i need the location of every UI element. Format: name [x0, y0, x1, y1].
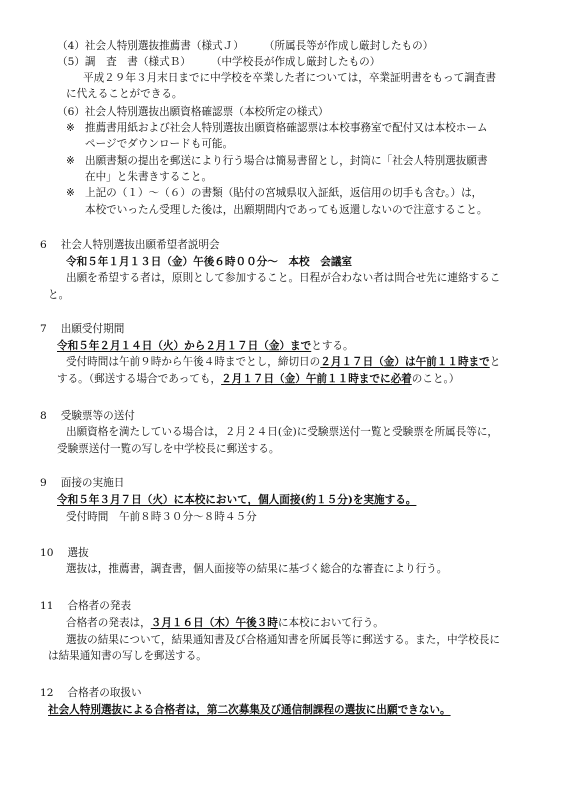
section-6-text-2: と。	[48, 289, 70, 301]
section-9-reception: 受付時間 午前８時３０分～８時４５分	[66, 511, 257, 523]
section-6-heading: 6 社会人特別選抜出願希望者説明会	[40, 239, 220, 251]
section-8-text-2: 受験票送付一覧の写しを中学校長に郵送する。	[57, 443, 280, 455]
section-7-heading: 7 出願受付期間	[40, 323, 125, 335]
note-1-line-2: ページでダウンロードも可能。	[85, 138, 234, 150]
section-9-datetime: 令和５年３月７日（火）に本校において，個人面接(約１５分)を実施する。	[57, 494, 417, 506]
note-2-line-1: 出願書類の提出を郵送により行う場合は簡易書留とし，封筒に「社会人特別選抜願書	[85, 155, 488, 167]
item-6: （6）社会人特別選抜出願資格確認票（本校所定の様式）	[57, 106, 329, 118]
note-3-mark: ※	[66, 187, 75, 199]
section-6-datetime: 令和５年１月１３日（金）午後６時００分～ 本校 会議室	[66, 256, 353, 268]
note-1-line-1: 推薦書用紙および社会人特別選抜出願資格確認票は本校事務室で配付又は本校ホーム	[85, 122, 488, 134]
note-2-line-2: 在中」と朱書きすること。	[85, 171, 213, 183]
item-5-text-2: に代えることができる。	[66, 88, 183, 100]
item-5: （5）調 査 書（様式Ｂ） （中学校長が作成し厳封したもの）	[57, 56, 381, 68]
section-7-period: 令和５年２月１４日（火）から２月１７日（金）までとする。	[57, 340, 354, 352]
section-9-heading: 9 面接の実施日	[40, 477, 125, 489]
section-11-text-2: 選抜の結果について，結果通知書及び合格通知書を所属長等に郵送する。また，中学校長に	[66, 634, 500, 646]
item-5-text-1: 平成２９年３月末日までに中学校を卒業した者については，卒業証明書をもって調査書	[83, 72, 496, 84]
section-11-text-1: 合格者の発表は，３月１６日（木）午後３時に本校において行う。	[66, 617, 384, 629]
section-8-heading: 8 受験票等の送付	[40, 410, 135, 422]
section-12-heading: 12 合格者の取扱い	[40, 687, 142, 699]
note-3-line-1: 上記の（１）～（６）の書類（貼付の宮城県収入証紙，返信用の切手も含む。）は，	[85, 187, 483, 199]
section-7-text-1: 受付時間は午前９時から午後４時までとし，締切日の２月１７日（金）は午前１１時までと	[66, 356, 501, 368]
section-11-text-3: は結果通知書の写しを郵送する。	[48, 650, 207, 662]
section-6-text-1: 出願を希望する者は，原則として参加すること。日程が合わない者は問合せ先に連絡するこ	[66, 272, 501, 284]
note-3-line-2: 本校でいったん受理した後は，出願期間内であっても返還しないので注意すること。	[85, 204, 488, 216]
note-1-mark: ※	[66, 122, 75, 134]
section-10-heading: 10 選抜	[40, 547, 89, 559]
item-4: （4）社会人特別選抜推薦書（様式Ｊ） （所属長等が作成し厳封したもの）	[57, 40, 434, 52]
section-10-text: 選抜は，推薦書，調査書，個人面接等の結果に基づく総合的な審査により行う。	[66, 563, 448, 575]
section-11-heading: 11 合格者の発表	[40, 600, 132, 612]
note-2-mark: ※	[66, 155, 75, 167]
section-12-text: 社会人特別選抜による合格者は，第二次募集及び通信制課程の選抜に出願できない。	[48, 704, 451, 716]
section-8-text-1: 出願資格を満たしている場合は，２月２４日(金)に受験票送付一覧と受験票を所属長等に，	[66, 426, 499, 438]
section-7-text-2: する。（郵送する場合であっても，２月１７日（金）午前１１時までに必着のこと。）	[57, 373, 460, 385]
